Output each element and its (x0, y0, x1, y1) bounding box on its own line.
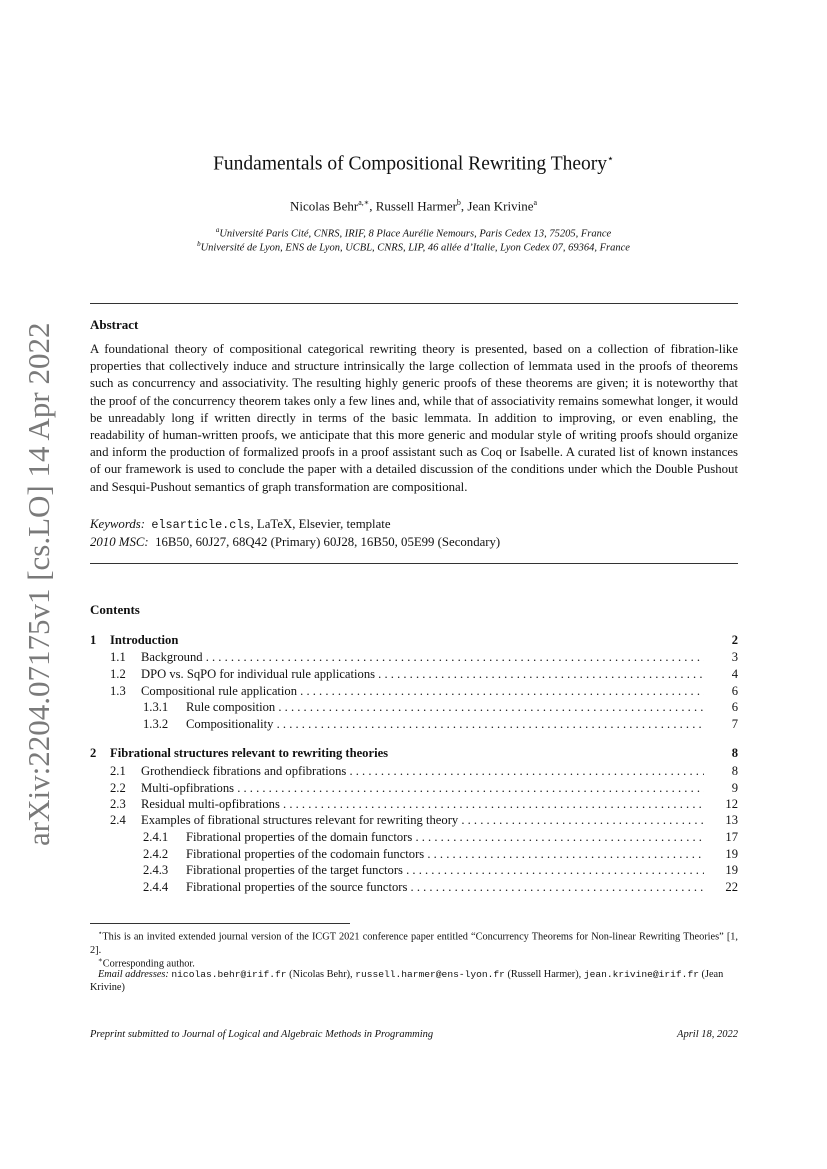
toc-label: Fibrational properties of the target functors . . . (186, 862, 704, 879)
author-list (0, 198, 827, 214)
toc-page: 17 (725, 830, 738, 844)
toc-page: 6 (731, 700, 738, 714)
toc-number: 2.4 (110, 813, 126, 827)
author-affiliation-mark: a (533, 198, 538, 207)
toc-entry[interactable] (90, 699, 738, 716)
toc-entry[interactable] (90, 780, 738, 797)
toc-entry[interactable] (90, 666, 738, 683)
toc-entry[interactable] (90, 649, 738, 666)
toc-page: 6 (731, 684, 738, 698)
toc-label: Rule composition . . . (186, 699, 704, 716)
toc-entry[interactable] (90, 716, 738, 733)
toc-number: 1.3.2 (143, 717, 169, 731)
toc-label: Fibrational properties of the domain functors . . . (186, 829, 704, 846)
author-affiliation-mark: b (456, 198, 461, 207)
title-text: Fundamentals of Compositional Rewriting Theory (213, 153, 608, 175)
toc-number: 1.1 (110, 650, 126, 664)
toc-entry[interactable] (90, 796, 738, 813)
toc-page: 3 (731, 650, 738, 664)
footnote-text: Corresponding author. (102, 958, 195, 970)
arxiv-side-stamp: arXiv:2204.07175v1 [cs.LO] 14 Apr 2022 (21, 322, 56, 846)
toc-entry[interactable] (90, 829, 738, 846)
email-link[interactable]: russell.harmer@ens-lyon.fr (355, 969, 505, 980)
toc-number: 2.4.3 (143, 863, 169, 877)
toc-number: 1 (90, 633, 97, 647)
toc-label: Residual multi-opfibrations . . . (141, 796, 704, 813)
author-name: , Jean Krivine (460, 198, 534, 214)
keywords-code: elsarticle.cls (151, 518, 251, 532)
abstract-top-rule (90, 303, 738, 304)
toc-label: Fibrational structures relevant to rewriting theories (110, 746, 389, 760)
toc-page: 22 (725, 880, 738, 894)
toc-label: Introduction (110, 633, 179, 647)
email-link[interactable]: jean.krivine@irif.fr (583, 969, 699, 980)
toc-page: 19 (725, 847, 738, 861)
toc-page: 19 (725, 863, 738, 877)
title-footnote-mark: ⋆ (607, 153, 614, 165)
toc-entry[interactable] (90, 862, 738, 879)
msc-line (90, 535, 500, 550)
affiliation-a (0, 226, 827, 240)
toc-entry[interactable] (90, 683, 738, 700)
footnote-text: This is an invited extended journal version of the ICGT 2021 conference paper entitled “Concurrency Theorems for Non-linear Rewriting Theories” [1, 2]. (90, 931, 738, 956)
footer-date: April 18, 2022 (677, 1029, 738, 1040)
keywords-line (90, 517, 391, 532)
abstract-heading: Abstract (90, 317, 139, 332)
toc-number: 1.3 (110, 684, 126, 698)
keywords-label: Keywords: (90, 517, 145, 531)
footnote-mark: ⋆ (98, 929, 103, 937)
contents-heading: Contents (90, 602, 140, 617)
toc-entry[interactable] (90, 632, 738, 649)
toc-number: 2.4.4 (143, 880, 169, 894)
toc-entry[interactable] (90, 879, 738, 896)
affiliation-b (0, 240, 827, 254)
toc-label: Grothendieck fibrations and opfibrations . . . (141, 763, 704, 780)
toc-page: 7 (731, 717, 738, 731)
toc-number: 1.2 (110, 667, 126, 681)
toc-page: 2 (731, 633, 738, 647)
email-label: Email addresses: (98, 969, 169, 980)
toc-entry[interactable] (90, 812, 738, 829)
msc-label: 2010 MSC: (90, 535, 149, 549)
toc-entry[interactable] (90, 846, 738, 863)
author-name: , Russell Harmer (369, 198, 457, 214)
toc-label: Compositionality . . . (186, 716, 704, 733)
toc-number: 2.4.1 (143, 830, 169, 844)
msc-text: 16B50, 60J27, 68Q42 (Primary) 60J28, 16B50, 05E99 (Secondary) (155, 535, 501, 549)
affiliation-mark: b (197, 240, 201, 248)
affiliation-text: Université Paris Cité, CNRS, IRIF, 8 Place Aurélie Nemours, Paris Cedex 13, 75205, France (219, 228, 612, 240)
toc-entry[interactable] (90, 745, 738, 762)
paper-title (0, 152, 827, 176)
toc-label: Fibrational properties of the codomain functors . . . (186, 846, 704, 863)
toc-label: Background . . . (141, 649, 704, 666)
toc-page: 8 (731, 746, 738, 760)
email-owner: (Russell Harmer), (504, 969, 584, 980)
toc-label: Compositional rule application . . . (141, 683, 704, 700)
affiliation-mark: a (215, 226, 220, 234)
toc-page: 4 (731, 667, 738, 681)
email-owner: (Nicolas Behr), (286, 969, 356, 980)
abstract-bottom-rule (90, 563, 738, 564)
footer-submission: Preprint submitted to Journal of Logical and Algebraic Methods in Programming (90, 1029, 434, 1040)
author-name: Nicolas Behr (289, 198, 359, 214)
toc-label: Examples of fibrational structures relevant for rewriting theory . . . (141, 812, 704, 829)
affiliation-text: Université de Lyon, ENS de Lyon, UCBL, CNRS, LIP, 46 allée d’Italie, Lyon Cedex 07, 69364, France (200, 242, 630, 254)
toc-page: 9 (731, 781, 738, 795)
toc-label: Multi-opfibrations . . . (141, 780, 704, 797)
footnote-emails (90, 968, 738, 995)
toc-label: Fibrational properties of the source functors . . . (186, 879, 704, 896)
footnote-rule (90, 923, 350, 924)
toc-label: DPO vs. SqPO for individual rule applications . . . (141, 666, 704, 683)
email-owner: (Jean Krivine) (90, 969, 724, 994)
toc-number: 2 (90, 746, 97, 760)
footnote-mark: ∗ (98, 956, 103, 964)
toc-number: 2.4.2 (143, 847, 169, 861)
toc-number: 2.3 (110, 797, 126, 811)
toc-page: 12 (725, 797, 738, 811)
email-link[interactable]: nicolas.behr@irif.fr (171, 969, 287, 980)
keywords-rest: , LaTeX, Elsevier, template (250, 517, 391, 531)
abstract-text: A foundational theory of compositional categorical rewriting theory is presented, based on a collection of fibration-like properties that collectively induce and structure intrinsically the large collection of lemmata used in the proofs of theorems such as concurrency and associativity. The resulting highly generic proofs of these theorems are given; it is noteworthy that the proof of the concurrency theorem takes only a few lines and, while that of associativity remains somewhat longer, it would be unreadably long if written directly in terms of the basic lemmata. In addition to improving, or even enabling, the readability of human-written proofs, we anticipate that this more generic and modular style of writing proofs should organize and inform the production of formalized proofs in a proof assistant such as Coq or Isabelle. A curated list of known instances of our framework is used to conclude the paper with a detailed discussion of the conditions under which the Double Pushout and Sesqui-Pushout semantics of graph transformation are compositional. (90, 342, 738, 494)
toc-entry[interactable] (90, 763, 738, 780)
toc-page: 13 (725, 813, 738, 827)
footnote-star (90, 927, 738, 957)
toc-number: 1.3.1 (143, 700, 169, 714)
toc-page: 8 (731, 764, 738, 778)
toc-number: 2.2 (110, 781, 126, 795)
author-affiliation-mark: a,∗ (358, 198, 370, 207)
toc-number: 2.1 (110, 764, 126, 778)
